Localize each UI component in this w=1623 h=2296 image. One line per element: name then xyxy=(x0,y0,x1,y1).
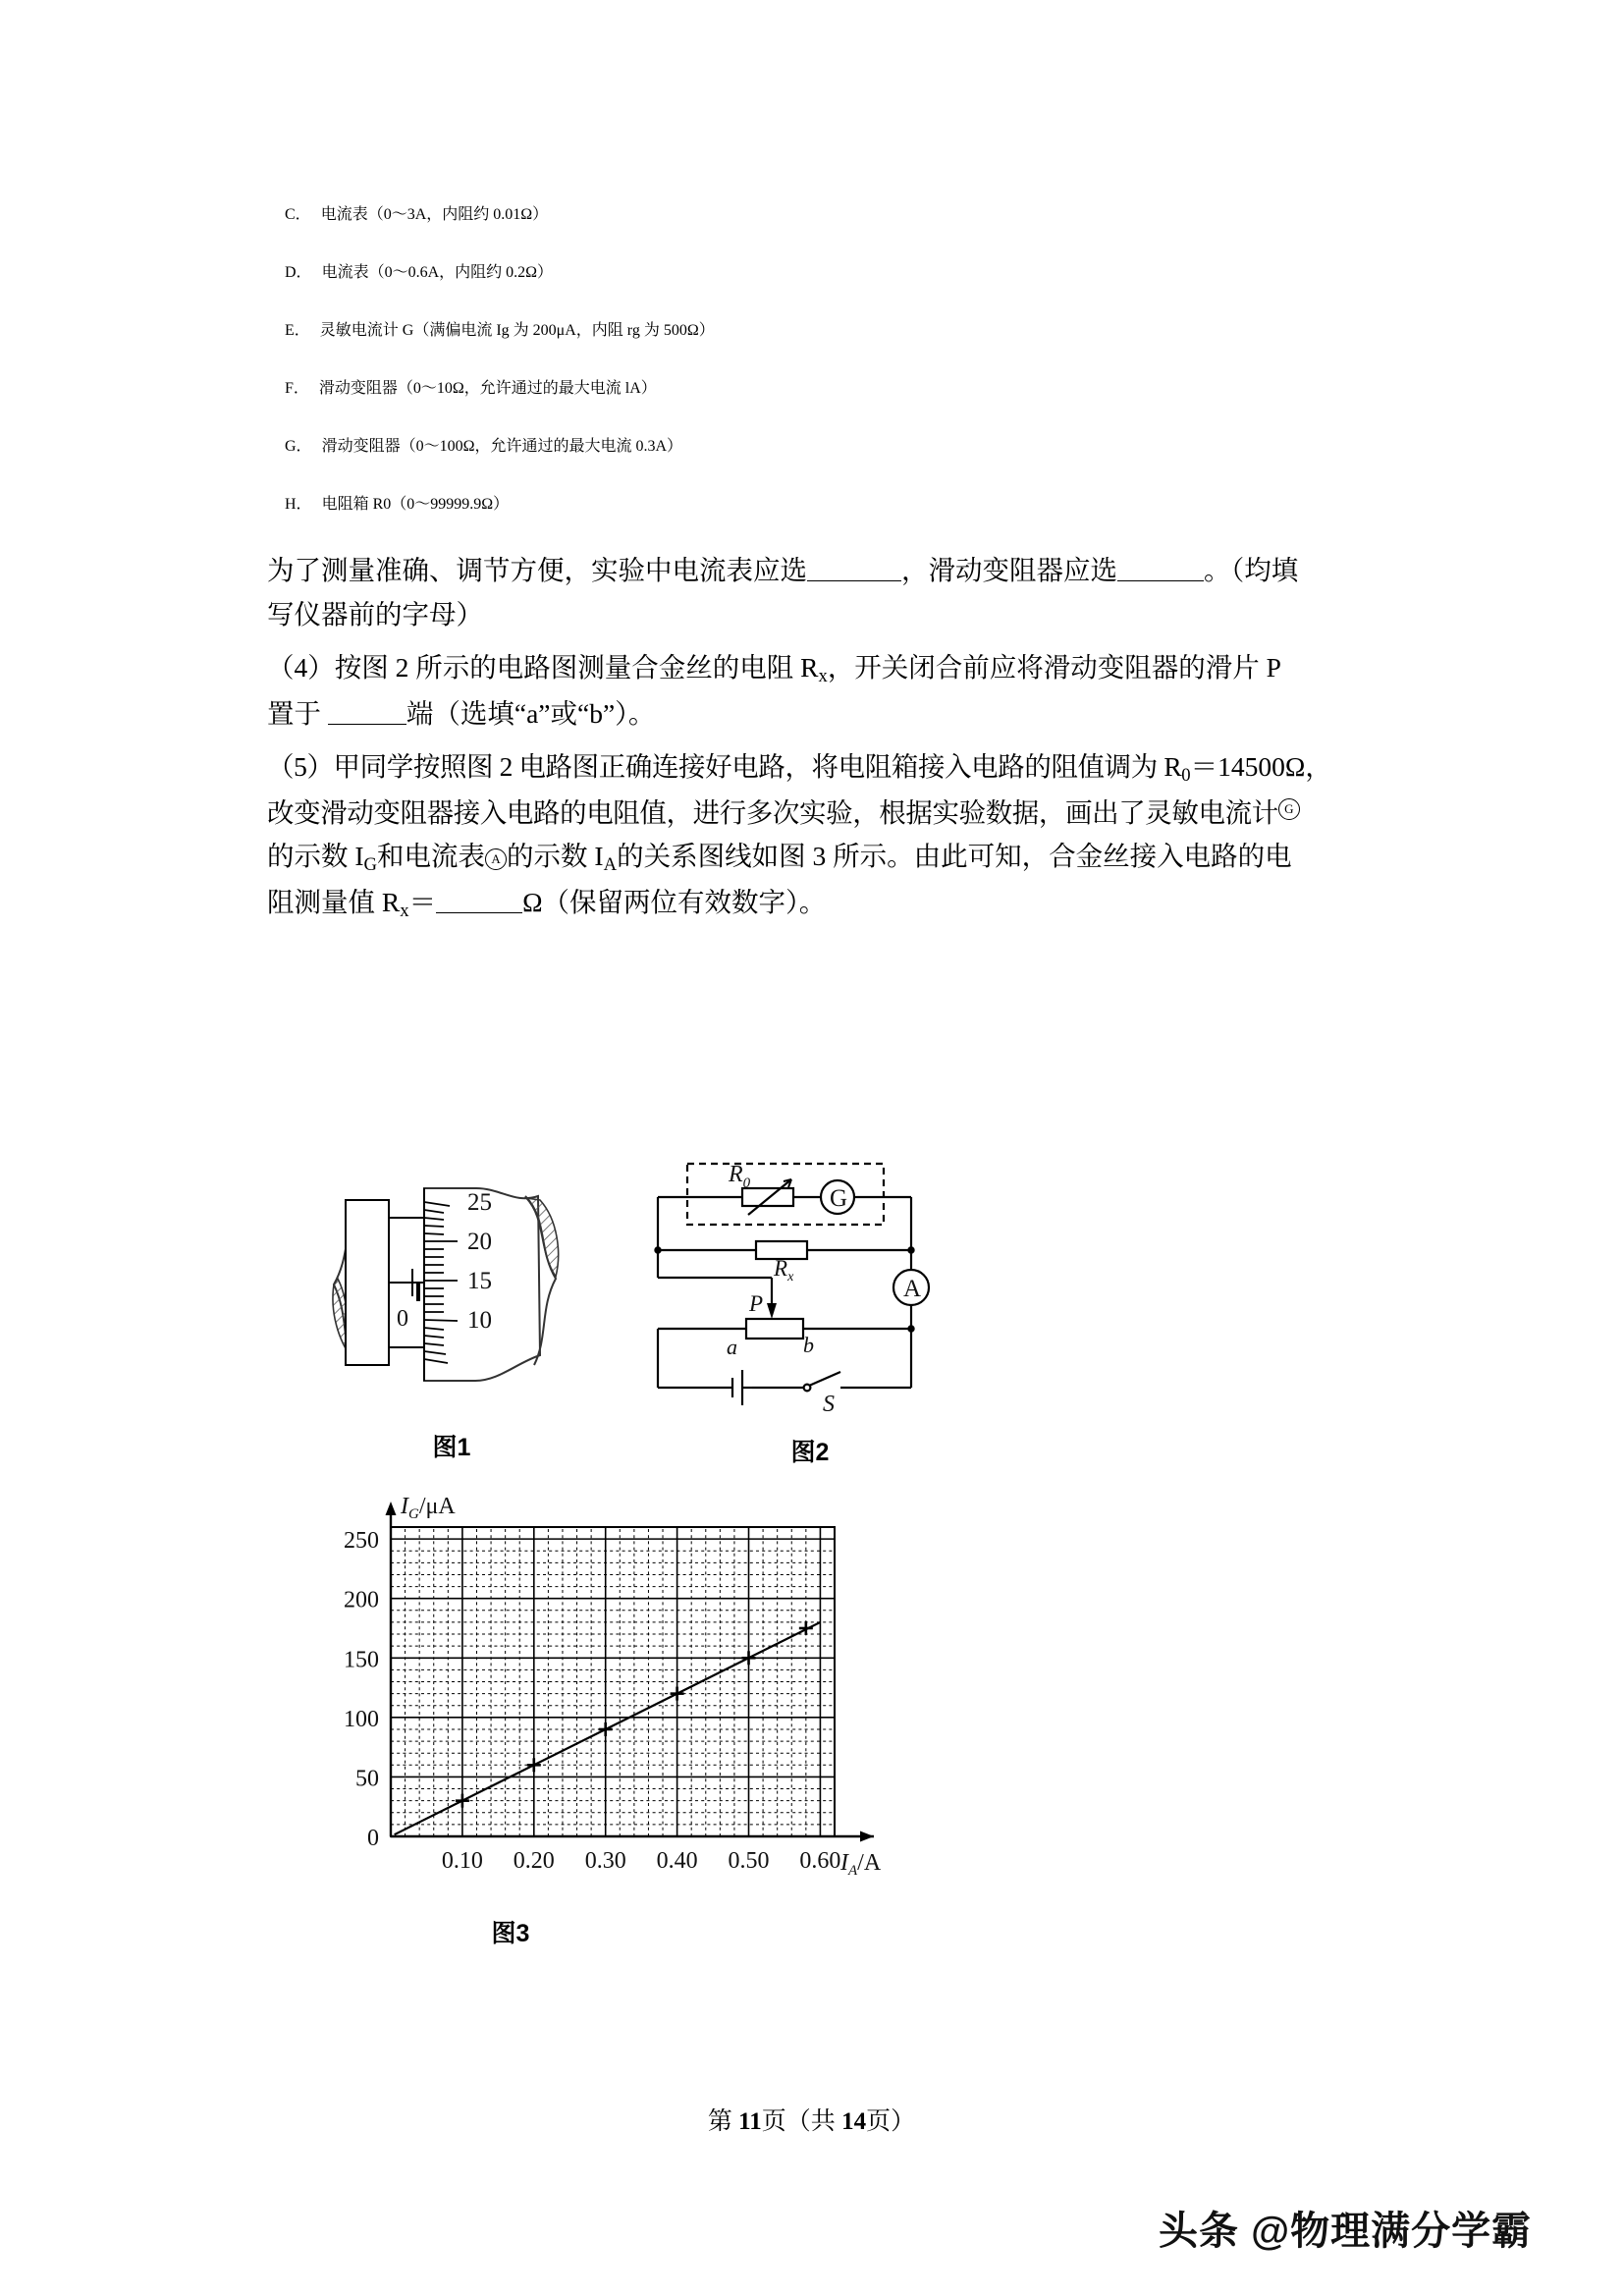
option-text: 滑动变阻器（0～10Ω，允许通过的最大电流 lA） xyxy=(318,380,657,397)
option-label: D． xyxy=(285,264,312,281)
prompt-part-1: 为了测量准确、调节方便，实验中电流表应选 xyxy=(267,555,807,585)
thimble-label-25: 25 xyxy=(467,1189,492,1216)
option-item-g xyxy=(267,433,1381,456)
x-tick-label: 0.50 xyxy=(728,1848,770,1874)
x-tick-label: 0.40 xyxy=(656,1848,698,1874)
option-label: H． xyxy=(285,496,312,513)
option-item-c xyxy=(267,201,1381,224)
y-tick-label: 200 xyxy=(344,1587,379,1613)
label-galvanometer: G xyxy=(830,1185,848,1212)
label-slider-p: P xyxy=(749,1291,764,1316)
q4-text-b: ，开关闭合前应将滑动变阻器的滑片 P xyxy=(827,652,1281,683)
q5-text-j: Ω（保留两位有效数字）。 xyxy=(522,886,827,917)
question-4 xyxy=(267,646,1381,736)
prompt-part-4: 写仪器前的字母） xyxy=(267,598,483,629)
x-tick-label: 0.60 xyxy=(799,1848,841,1874)
label-terminal-a: a xyxy=(727,1335,737,1359)
rheostat-answer-blank[interactable] xyxy=(1117,580,1204,581)
x-tick-label: 0.30 xyxy=(584,1848,626,1874)
q5-text-f: 的示数 I xyxy=(507,841,604,872)
option-item-f xyxy=(267,375,1381,398)
instrument-selection-prompt xyxy=(267,549,1381,636)
footer-total-pages: 14 xyxy=(841,2108,867,2135)
y-tick-label: 50 xyxy=(355,1766,379,1792)
micrometer-drawing xyxy=(295,1159,609,1424)
q5-text-h: 阻测量值 R xyxy=(267,886,401,917)
q4-answer-blank[interactable] xyxy=(328,724,406,725)
option-label: G． xyxy=(285,438,312,455)
footer-page-number: 11 xyxy=(738,2108,762,2135)
q5-text-c: 改变滑动变阻器接入电路的电阻值，进行多次实验，根据实验数据，画出了灵敏电流计 xyxy=(267,796,1278,828)
q5-answer-blank[interactable] xyxy=(436,912,522,913)
prompt-part-2: ，滑动变阻器应选 xyxy=(901,555,1117,585)
option-item-e xyxy=(267,317,1381,340)
ig-ia-chart xyxy=(285,1488,893,1910)
option-text: 滑动变阻器（0～100Ω，允许通过的最大电流 0.3A） xyxy=(321,438,683,455)
x-tick-label: 0.20 xyxy=(513,1848,555,1874)
thimble-label-20: 20 xyxy=(467,1229,492,1255)
galvanometer-icon: G xyxy=(1278,798,1300,820)
label-terminal-b: b xyxy=(803,1333,814,1357)
q5-text-a: （5）甲同学按照图 2 电路图正确连接好电路，将电阻箱接入电路的阻值调为 R xyxy=(267,751,1182,783)
label-switch-s: S xyxy=(823,1392,835,1417)
y-tick-label: 250 xyxy=(344,1528,379,1555)
q5-text-g: 的关系图线如图 3 所示。由此可知，合金丝接入电路的电 xyxy=(617,841,1292,872)
q5-rx-subscript: x xyxy=(400,901,409,922)
y-tick-label: 100 xyxy=(344,1706,379,1732)
option-item-d xyxy=(267,259,1381,282)
footer-suffix: 页） xyxy=(866,2108,916,2135)
figure-3-caption: 图3 xyxy=(491,1920,530,1947)
sleeve-label-0: 0 xyxy=(397,1306,408,1332)
ammeter-answer-blank[interactable] xyxy=(807,580,901,581)
option-text: 电流表（0～3A，内阻约 0.01Ω） xyxy=(320,206,549,223)
q5-text-d: 的示数 I xyxy=(267,841,364,872)
y-tick-label: 0 xyxy=(367,1826,379,1851)
q4-rx-subscript: x xyxy=(818,666,828,687)
option-label: E． xyxy=(285,322,310,339)
x-axis-label: $I_A/A$ xyxy=(840,1850,882,1879)
y-tick-label: 150 xyxy=(344,1647,379,1673)
label-r0: $R_0$ xyxy=(729,1162,751,1191)
figure-1-micrometer xyxy=(295,1159,609,1463)
q5-text-e: 和电流表 xyxy=(377,841,486,872)
question-text-block xyxy=(267,201,1381,926)
page-footer xyxy=(0,2102,1623,2137)
option-text: 灵敏电流计 G（满偏电流 Ig 为 200μA，内阻 rg 为 500Ω） xyxy=(319,322,715,339)
option-text: 电流表（0～0.6A，内阻约 0.2Ω） xyxy=(321,264,554,281)
option-item-h xyxy=(267,491,1381,514)
q4-text-d: 端（选填“a”或“b”）。 xyxy=(406,697,656,729)
q5-ig-subscript: G xyxy=(363,854,378,876)
question-5 xyxy=(267,745,1381,926)
watermark: 头条 @物理满分学霸 xyxy=(1159,2210,1533,2253)
q5-text-i: ＝ xyxy=(408,886,437,917)
option-label: C． xyxy=(285,206,311,223)
q4-text-c: 置于 xyxy=(267,697,321,729)
figure-2-caption: 图2 xyxy=(790,1439,830,1466)
figures-row xyxy=(0,1154,1623,1478)
q5-text-b: ＝14500Ω， xyxy=(1190,751,1332,783)
footer-prefix: 第 xyxy=(707,2108,739,2135)
ammeter-icon: A xyxy=(485,848,507,870)
q5-r0-subscript: 0 xyxy=(1181,765,1191,787)
q5-ia-subscript: A xyxy=(603,854,618,876)
label-rx: $R_x$ xyxy=(774,1256,794,1285)
prompt-part-3: 。（均填 xyxy=(1204,555,1299,585)
thimble-label-15: 15 xyxy=(467,1268,492,1294)
label-ammeter: A xyxy=(903,1276,922,1302)
figure-2-circuit xyxy=(648,1154,972,1468)
footer-middle: 页（共 xyxy=(761,2108,842,2135)
circuit-diagram xyxy=(648,1154,972,1429)
option-label: F． xyxy=(285,380,309,397)
figure-1-caption: 图1 xyxy=(432,1434,471,1461)
option-text: 电阻箱 R0（0～99999.9Ω） xyxy=(321,496,510,513)
q4-text-a: （4）按图 2 所示的电路图测量合金丝的电阻 R xyxy=(267,652,819,683)
figure-3-graph xyxy=(285,1488,893,1949)
thimble-label-10: 10 xyxy=(467,1307,492,1334)
x-tick-label: 0.10 xyxy=(441,1848,483,1874)
y-axis-label: $I_G/\mu A$ xyxy=(401,1494,456,1522)
